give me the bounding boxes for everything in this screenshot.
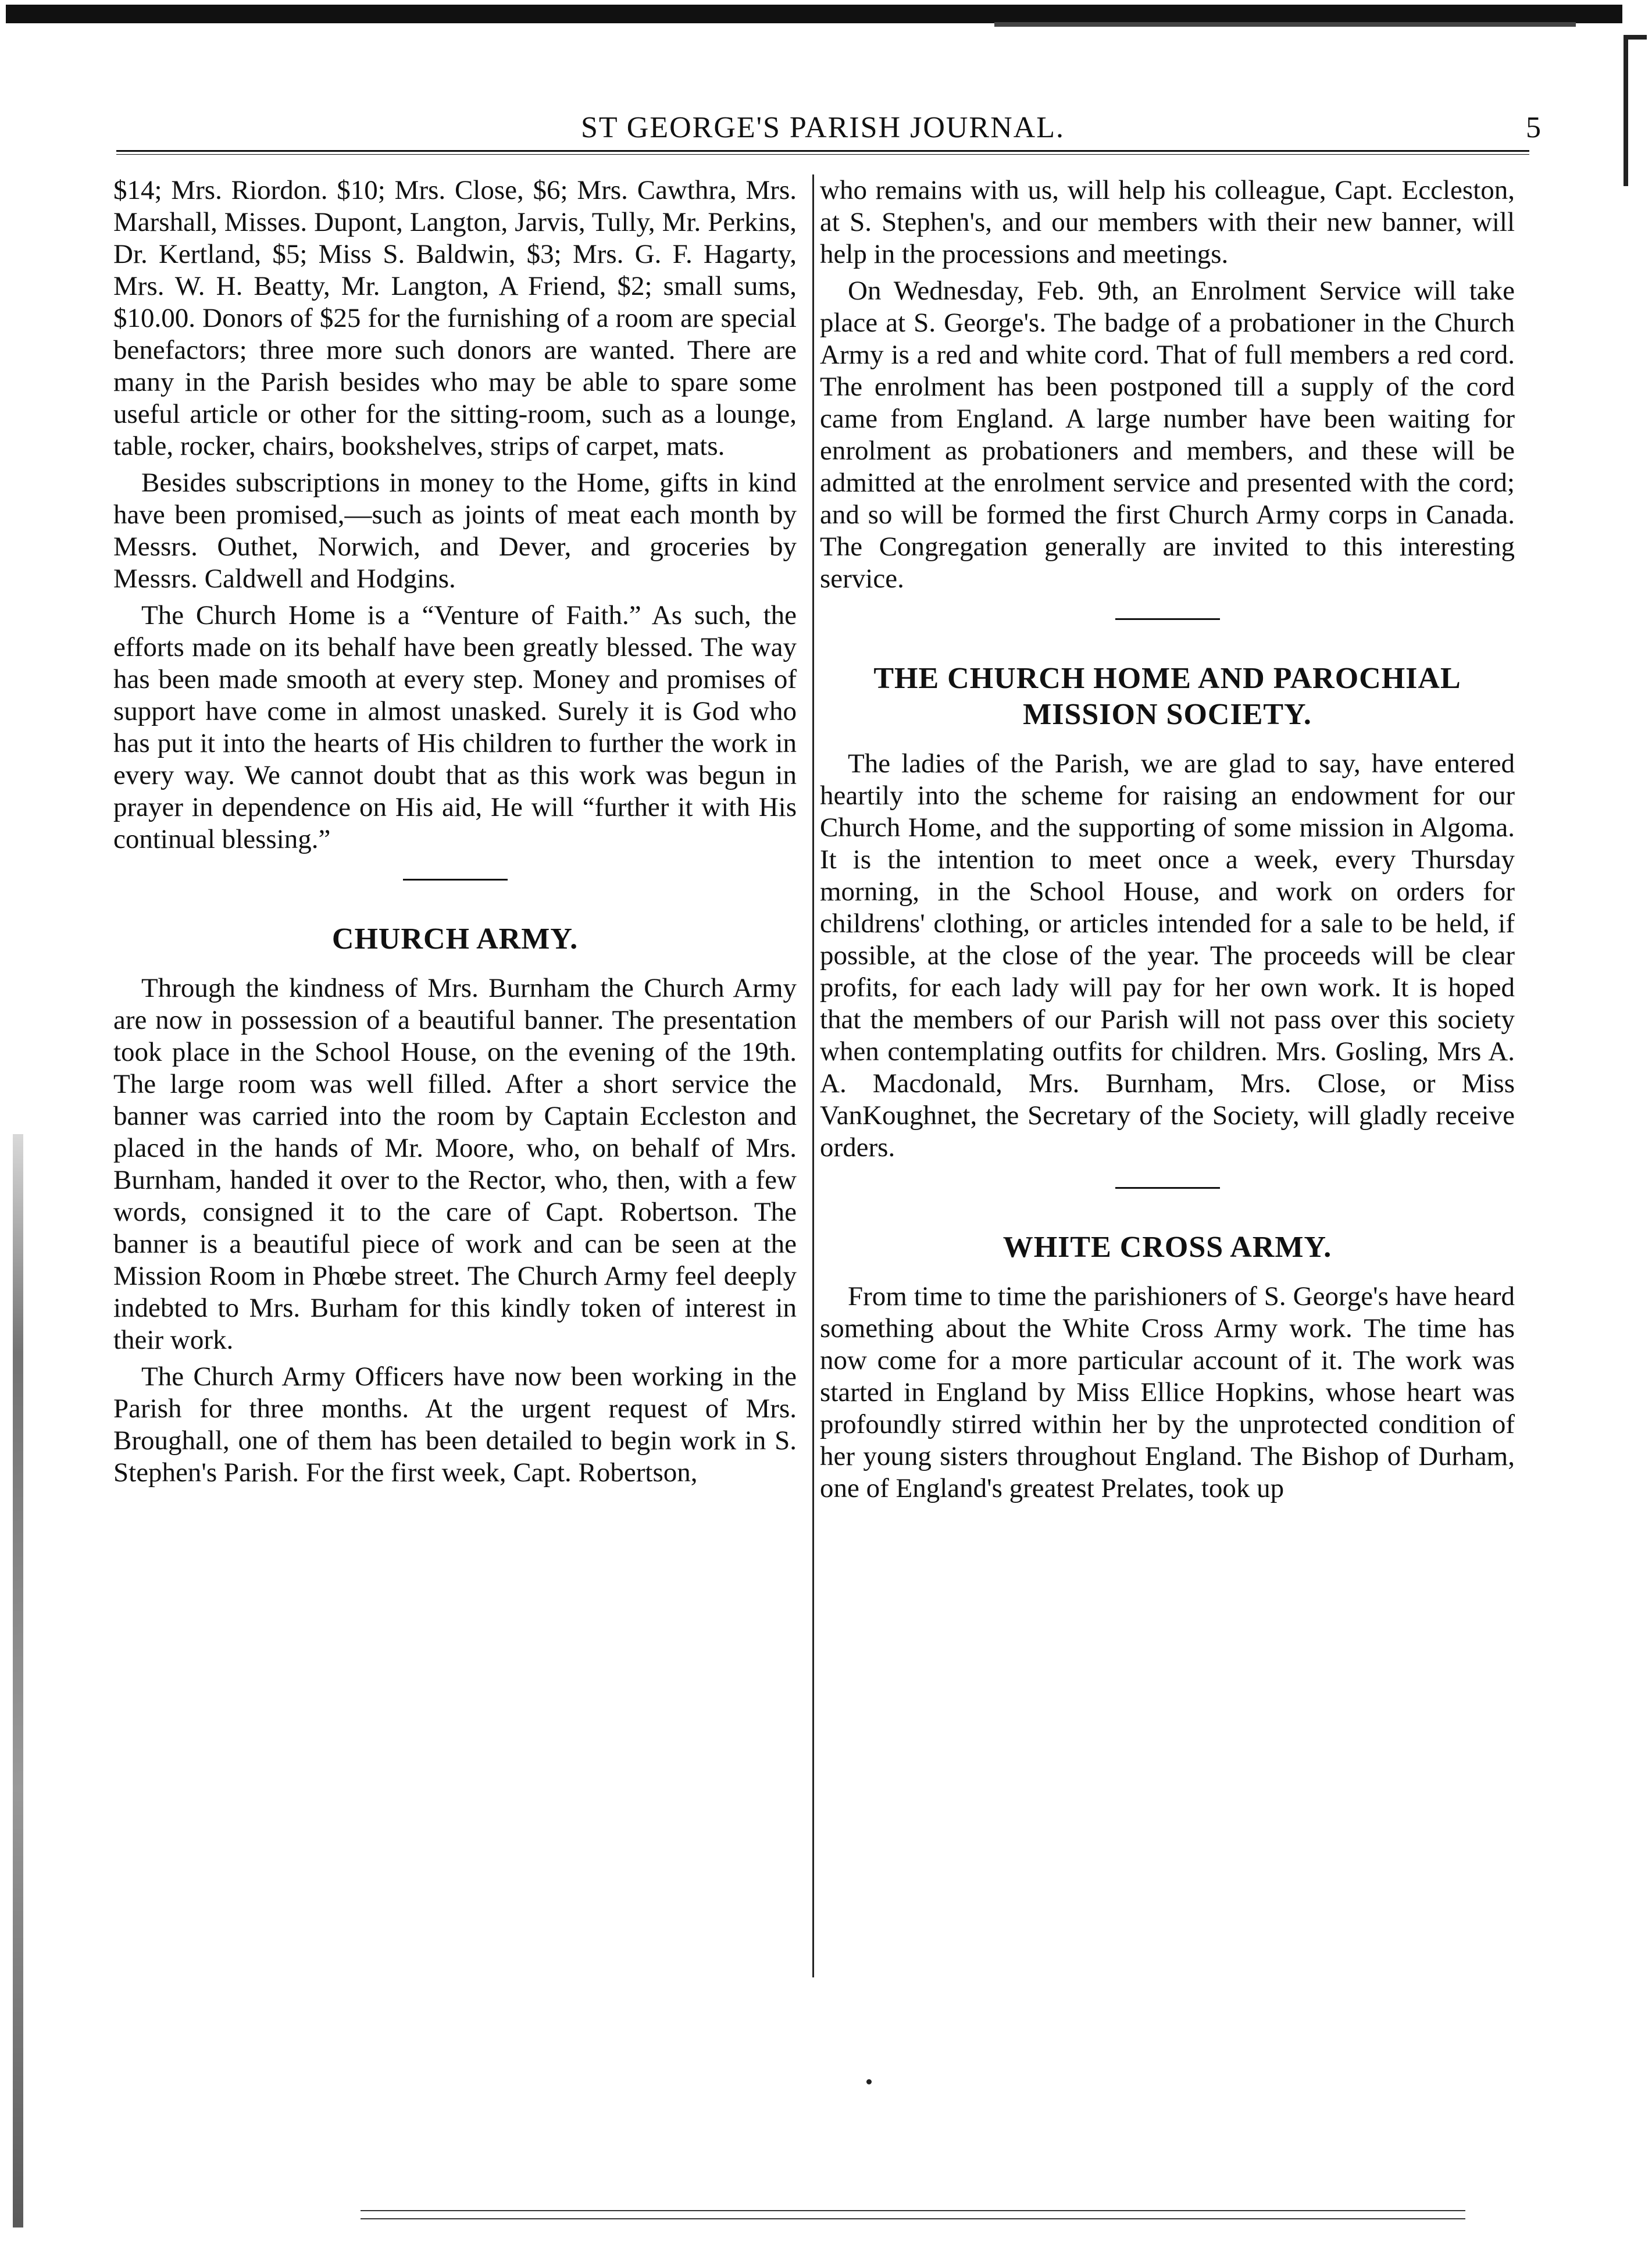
- section-divider: [403, 879, 508, 881]
- paragraph-gifts: Besides subscriptions in money to the Home, gifts in kind have been promised,—such as joints of meat each month by Messrs. Outhet, Norwich, and Dever, and groceries by Messrs. Caldwell and Hodgins.: [113, 468, 797, 594]
- paragraph-officers: The Church Army Officers have now been working in the Parish for three months. At the urgent request of Mrs. Broughall, one of them has been detailed to begin work in S. Stephen's Parish. For the first week, Capt. Robertson,: [113, 1362, 797, 1488]
- paragraph-venture-of-faith: The Church Home is a “Venture of Faith.” As such, the efforts made on its behalf have been greatly blessed. The way has been made smooth at every step. Money and promises of support have come in almost unasked. Surely it is God who has put it into the hearts of His children to further the work in every way. We cannot doubt that as this work was begun in prayer in dependence on His aid, He will “further it with His continual blessing.”: [113, 600, 797, 854]
- top-border-bar: [6, 5, 1622, 23]
- paragraph-donations: $14; Mrs. Riordon. $10; Mrs. Close, $6; Mrs. Cawthra, Mrs. Marshall, Misses. Dupont, Langton, Jarvis, Tully, Mr. Perkins, Dr. Kertland, $5; Miss S. Baldwin, $3; Mrs. G. F. Hagarty, Mrs. W. H. Beatty, Mr. Langton, A Friend, $2; small sums, $10.00. Donors of $25 for the furnishing of a room are special benefactors; three more such donors are wanted. There are many in the Parish besides who may be able to spare some useful article or other for the sitting-room, such as a lounge, table, rocker, chairs, bookshelves, strips of carpet, mats.: [113, 175, 797, 461]
- section-divider: [1115, 618, 1220, 620]
- bottom-rules: [361, 2210, 1465, 2226]
- paragraph-white-cross: From time to time the parishioners of S. George's have heard something about the White Cross Army work. The time has now come for a more particular account of it. The work was started in England by Miss Ellice Hopkins, whose heart was profoundly stirred within her by the unprotected condition of her young sisters throughout England. The Bishop of Durham, one of England's greatest Prelates, took up: [820, 1281, 1515, 1503]
- header-rule: [116, 150, 1529, 155]
- heading-white-cross-army: WHITE CROSS ARMY.: [1002, 1231, 1332, 1264]
- page-header: [116, 111, 1541, 157]
- column-divider: [812, 174, 814, 1977]
- left-binding-edge: [13, 1134, 23, 2228]
- section-divider: [1115, 1187, 1220, 1189]
- paragraph-continuation: who remains with us, will help his colleague, Capt. Eccleston, at S. Stephen's, and our members with their new banner, will help in the processions and meetings.: [820, 175, 1515, 269]
- page-number: 5: [1526, 111, 1541, 144]
- paragraph-enrolment: On Wednesday, Feb. 9th, an Enrolment Service will take place at S. George's. The badge of a probationer in the Church Army is a red and white cord. That of full members a red cord. The enrolment has been postponed till a supply of the cord came from England. A large number have been waiting for enrolment as probationers and members, and these will be admitted at the enrolment service and presented with the cord; and so will be formed the first Church Army corps in Canada. The Congregation generally are invited to this interesting service.: [820, 276, 1515, 594]
- right-column: [820, 174, 1515, 1509]
- heading-church-army: CHURCH ARMY.: [331, 922, 579, 956]
- journal-title: ST GEORGE'S PARISH JOURNAL.: [581, 111, 1065, 144]
- left-column: [113, 174, 797, 1494]
- corner-mark: [1624, 35, 1628, 186]
- paragraph-banner: Through the kindness of Mrs. Burnham the Church Army are now in possession of a beautiful banner. The presentation took place in the School House, on the evening of the 19th. The large room was well filled. After a short service the banner was carried into the room by Captain Eccleston and placed in the hands of Mr. Moore, who, on behalf of Mrs. Burnham, handed it over to the Rector, who, then, with a few words, consigned it to the care of Capt. Robertson. The banner is a beautiful piece of work and can be seen at the Mission Room in Phœbe street. The Church Army feel deeply indebted to Mrs. Burham for this kindly token of interest in their work.: [113, 973, 797, 1355]
- stray-dot: [866, 2079, 872, 2084]
- heading-church-home: THE CHURCH HOME AND PAROCHIAL MISSION SOCIETY.: [873, 662, 1461, 731]
- paragraph-ladies: The ladies of the Parish, we are glad to say, have entered heartily into the scheme for raising an endowment for our Church Home, and the supporting of some mission in Algoma. It is the intention to meet once a week, every Thursday morning, in the School House, and work on orders for childrens' clothing, or articles intended for a sale to be held, if possible, at the close of the year. The proceeds will be clear profits, for each lady will pay for her own work. It is hoped that the members of our Parish will not pass over this society when contemplating outfits for children. Mrs. Gosling, Mrs A. A. Macdonald, Mrs. Burnham, Mrs. Close, or Miss VanKoughnet, the Secretary of the Society, will gladly receive orders.: [820, 749, 1515, 1163]
